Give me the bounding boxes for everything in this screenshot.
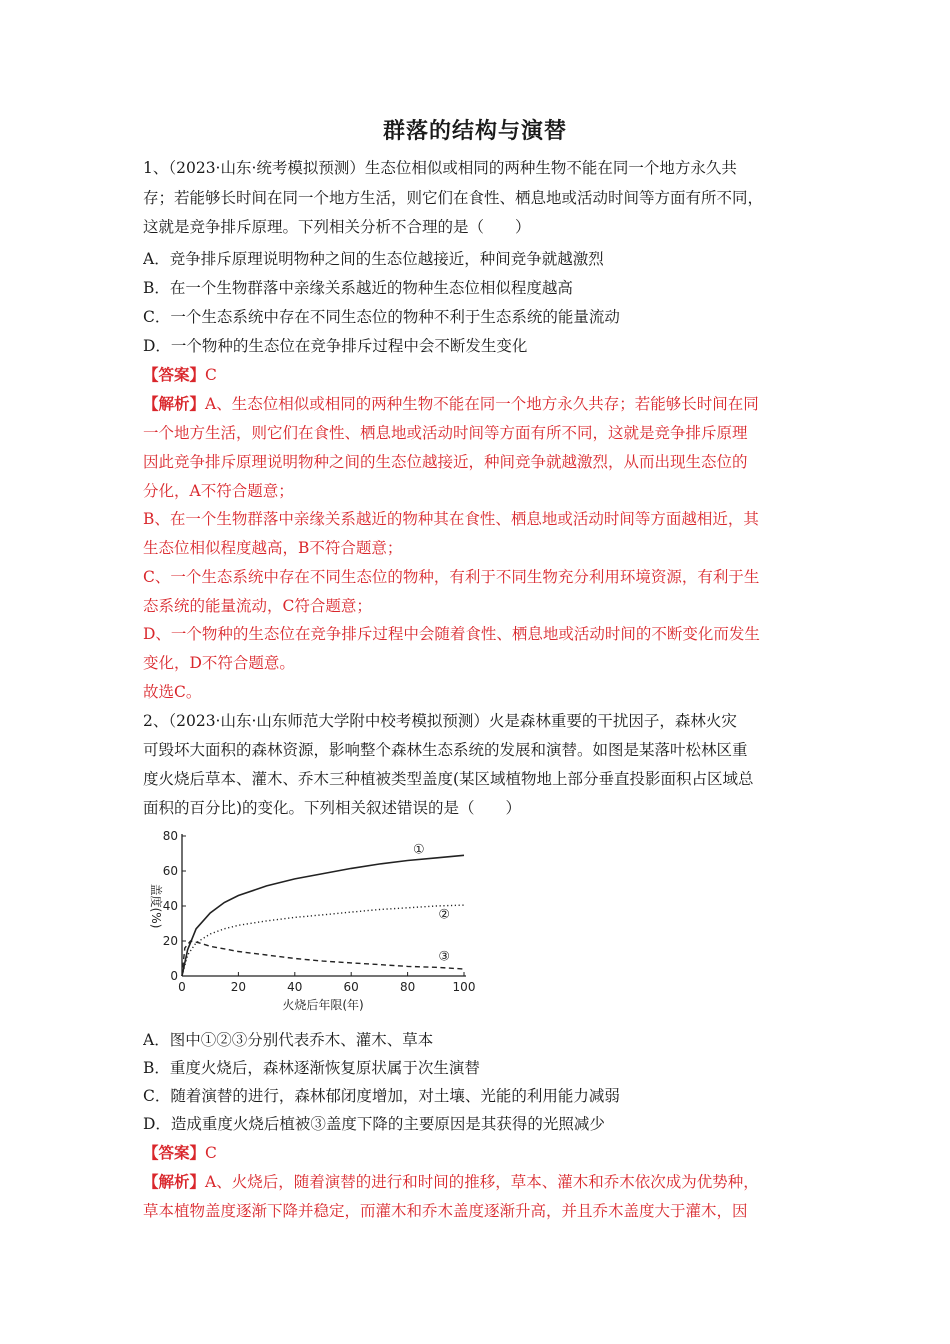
q1-analysis-text: A、生态位相似或相同的两种生物不能在同一个地方永久共存；若能够长时间在同 (205, 395, 759, 413)
q1-analysis-line-1: 一个地方生活，则它们在食性、栖息地或活动时间等方面有所不同，这就是竞争排斥原理 (143, 424, 748, 442)
q1-option-d: D．一个物种的生态位在竞争排斥过程中会不断发生变化 (143, 337, 528, 355)
x-tick-label-1: 20 (230, 980, 247, 994)
q1-option-a: A．竞争排斥原理说明物种之间的生态位越接近，种间竞争就越激烈 (143, 250, 604, 268)
x-axis-label: 火烧后年限(年) (282, 998, 364, 1012)
q2-analysis-line-1: 草本植物盖度逐渐下降并稳定，而灌木和乔木盖度逐渐升高，并且乔木盖度大于灌木，因 (143, 1202, 748, 1220)
q2-answer (143, 1143, 813, 1163)
q1-answer-label: 【答案】 (143, 365, 206, 384)
q1-analysis-line-9: 变化，D不符合题意。 (143, 654, 295, 672)
q1-analysis-line-6: C、一个生态系统中存在不同生态位的物种，有利于不同生物充分利用环境资源，有利于生 (143, 568, 760, 586)
y-tick-label-1: 20 (162, 934, 178, 948)
q2-option-d: D．造成重度火烧后植被③盖度下降的主要原因是其获得的光照减少 (143, 1115, 605, 1133)
series-label-1: ① (413, 842, 425, 858)
series-line-3 (182, 941, 464, 976)
q2-option-b: B．重度火烧后，森林逐渐恢复原状属于次生演替 (143, 1059, 480, 1077)
q1-analysis-line-3: 分化，A不符合题意； (143, 482, 294, 500)
page-title: 群落的结构与演替 (382, 119, 567, 144)
y-tick-label-0: 0 (170, 969, 178, 983)
q1-analysis-first (143, 394, 813, 414)
x-tick-label-5: 100 (452, 980, 476, 994)
q1-answer (143, 365, 813, 385)
series-line-1 (182, 855, 464, 976)
series-label-3: ③ (438, 949, 451, 965)
q2-option-c: C．随着演替的进行，森林郁闭度增加，对土壤、光能的利用能力减弱 (143, 1087, 620, 1105)
q1-analysis-label: 【解析】 (143, 394, 206, 413)
q1-stem-line-2: 存；若能够长时间在同一个地方生活，则它们在食性、栖息地或活动时间等方面有所不同， (143, 189, 764, 207)
q1-option-b: B．在一个生物群落中亲缘关系越近的物种生态位相似程度越高 (143, 279, 573, 297)
q2-analysis-label: 【解析】 (143, 1172, 206, 1191)
q1-answer-value: C (205, 366, 217, 384)
q1-analysis-line-8: D、一个物种的生态位在竞争排斥过程中会随着食性、栖息地或活动时间的不断变化而发生 (143, 625, 760, 643)
q1-analysis-line-2: 因此竞争排斥原理说明物种之间的生态位越接近，种间竞争就越激烈，从而出现生态位的 (143, 453, 748, 471)
q1-stem-line-1: 1、（2023·山东·统考模拟预测）生态位相似或相同的两种生物不能在同一个地方永久共 (143, 159, 737, 177)
q2-stem-line-2: 可毁坏大面积的森林资源，影响整个森林生态系统的发展和演替。如图是某落叶松林区重 (143, 741, 748, 759)
series-label-2: ② (438, 907, 451, 923)
q2-option-a: A．图中①②③分别代表乔木、灌木、草本 (143, 1031, 434, 1049)
q1-analysis-line-5: 生态位相似程度越高，B不符合题意； (143, 539, 403, 557)
q1-stem-line-3: 这就是竞争排斥原理。下列相关分析不合理的是（ ） (143, 218, 531, 236)
q2-stem-line-1: 2、（2023·山东·山东师范大学附中校考模拟预测）火是森林重要的干扰因子，森林火灾 (143, 712, 737, 730)
y-tick-label-3: 60 (162, 864, 178, 878)
x-tick-label-4: 80 (399, 980, 416, 994)
x-tick-label-0: 0 (178, 980, 186, 994)
q2-stem-line-4: 面积的百分比)的变化。下列相关叙述错误的是（ ） (143, 799, 522, 817)
q2-answer-value: C (205, 1144, 217, 1162)
y-tick-label-2: 40 (162, 899, 178, 913)
y-axis-label: 盖度(%) (149, 883, 163, 929)
q2-stem-line-3: 度火烧后草本、灌木、乔木三种植被类型盖度(某区域植物地上部分垂直投影面积占区域总 (143, 770, 754, 788)
vegetation-coverage-chart (140, 826, 490, 1016)
series-line-2 (182, 905, 464, 976)
q1-analysis-line-4: B、在一个生物群落中亲缘关系越近的物种其在食性、栖息地或活动时间等方面越相近，其 (143, 510, 759, 528)
q2-analysis-text: A、火烧后，随着演替的进行和时间的推移，草本、灌木和乔木依次成为优势种， (205, 1173, 759, 1191)
q1-option-c: C．一个生态系统中存在不同生态位的物种不利于生态系统的能量流动 (143, 308, 620, 326)
q1-conclusion: 故选C。 (143, 683, 202, 701)
x-tick-label-2: 40 (287, 980, 303, 994)
q1-analysis-line-7: 态系统的能量流动，C符合题意； (143, 597, 372, 615)
q2-answer-label: 【答案】 (143, 1143, 206, 1162)
y-tick-label-4: 80 (162, 829, 178, 843)
x-tick-label-3: 60 (343, 980, 359, 994)
q2-analysis-first (143, 1172, 813, 1192)
